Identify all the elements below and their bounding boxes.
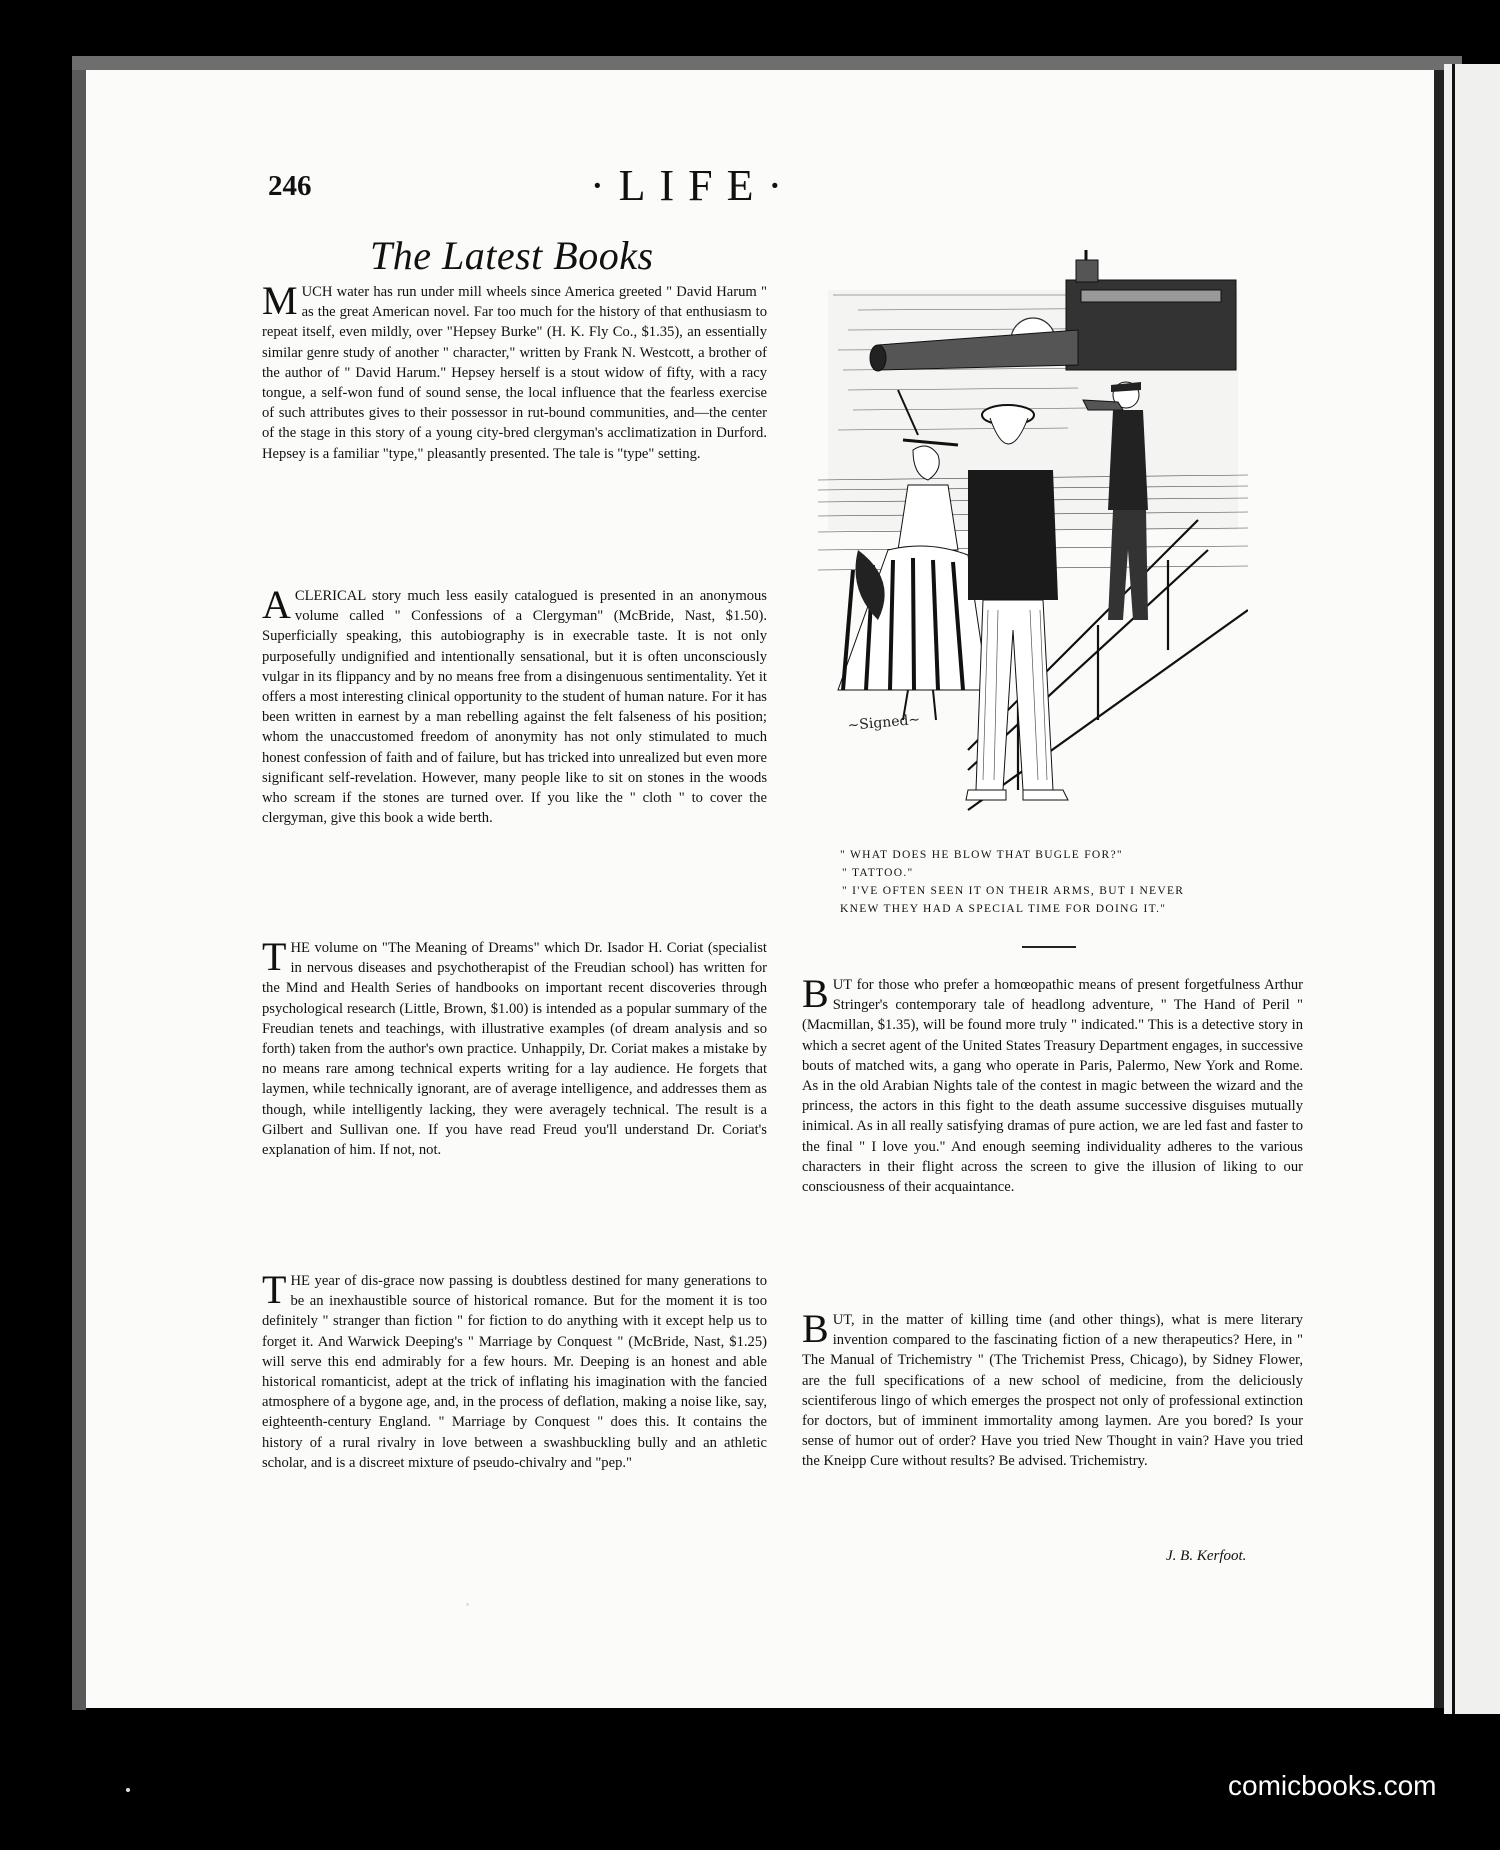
drop-cap: B xyxy=(802,1306,829,1351)
drop-cap: T xyxy=(262,1267,287,1312)
caption-line: " TATTOO." xyxy=(842,867,914,879)
article-paragraph xyxy=(262,582,767,828)
site-watermark: comicbooks.com xyxy=(1228,1770,1437,1801)
drop-cap: B xyxy=(802,971,829,1016)
caption-line: KNEW THEY HAD A SPECIAL TIME FOR DOING IT." xyxy=(840,903,1167,915)
paragraph-text: year of dis-grace now passing is doubtless destined for many generations to be an inexhaustible source of historical romance. But for the moment it is too definitely " stranger than fiction " for fiction to do anything with it except help us to forget it. And Warwick Deeping's " Marriage by Conquest " (McBride, Nast, $1.25) will serve this end admirably for a few hours. Mr. Deeping is an honest and able historical romanticist, adept at the trick of inflating his imagination with the fancied atmosphere of a bygone age, and, in the process of deflation, making a noise like, say, eighteenth-century England. " Marriage by Conquest " does this. It contains the history of a rural rivalry in love between a swashbuckling bully and an athletic scholar, and is a discreet mixture of pseudo-chivalry and "pep." xyxy=(262,1273,767,1471)
paragraph-text: for those who prefer a homœopathic means of present forgetfulness Arthur Stringer's contemporary tale of headlong adventure, " The Hand of Peril " (Macmillan, $1.35), will be found more truly " indicated." This is a detective story in which a secret agent of the United States Treasury Department engages, in successive bouts of matched wits, a gang who operate in Paris, Palermo, New York and Rome. As in the old Arabian Nights tale of the contest in magic between the wizard and the princess, the actors in this fight to the death assume successive disguises mutually inimical. As in all really satisfying dramas of pure action, we are led fast and faster to the final " I love you." And enough seeming individuality adheres to the various characters in their flight across the screen to give the illusion of liking to our consciousness of their acquaintance. xyxy=(802,977,1303,1196)
spine-line xyxy=(1452,64,1455,1714)
scan-speck xyxy=(466,1603,469,1606)
caption-line: " WHAT DOES HE BLOW THAT BUGLE FOR?" xyxy=(840,849,1123,861)
scan-board-left xyxy=(72,70,86,1710)
drop-cap: T xyxy=(262,934,287,979)
page-gutter xyxy=(1434,70,1444,1708)
drop-cap: A xyxy=(262,582,291,627)
article-paragraph xyxy=(262,934,767,1160)
illustration-caption xyxy=(840,846,1270,918)
lead-word: CLERICAL xyxy=(294,588,366,604)
lead-word: UT xyxy=(832,977,852,993)
paragraph-text: volume on "The Meaning of Dreams" which Dr. Isador H. Coriat (specialist in nervous diseases and psychotherapist of the Freudian school) has written for the Mind and Health Series of handbooks on important recent discoveries through psychological research (Little, Brown, $1.00) is intended as a popular summary of the Freudian tenets and teachings, with illustrative examples (of dream analysis and so forth) taken from the author's own practice. Unhappily, Dr. Coriat makes a mistake by no means rare among technical experts writing for a lay audience. He forgets that laymen, while technically ignorant, are of average intelligence, and addresses them as though, while intelligently lacking, they were averagely technical. The result is a Gilbert and Sullivan one. If you have read Freud you'll understand Dr. Coriat's explanation of him. If not, not. xyxy=(262,940,767,1159)
masthead: ·LIFE· xyxy=(590,161,797,210)
article-paragraph xyxy=(262,278,767,464)
lead-word: UCH xyxy=(301,284,333,300)
paragraph-text: water has run under mill wheels since America greeted " David Harum " as the great American novel. Far too much for the history of that enthusiasm to repeat itself, even mildly, over "Hepsey Burke" (H. K. Fly Co., $1.35), an essentially similar genre study of another " character," written by Frank N. Westcott, a brother of the author of " David Harum." Hepsey herself is a stout widow of fifty, with a racy tongue, a self-won fund of sound sense, the local influence that the fearless exercise of such attributes gives to their possessor in rut-bound communities, and—the center of the stage in this story of a young city-bred clergyman's acclimatization in Durford. Hepsey is a familiar "type," pleasantly presented. The tale is "type" setting. xyxy=(262,284,767,462)
paragraph-text: story much less easily catalogued is presented in an anonymous volume called " Confessions of a Clergyman" (McBride, Nast, $1.50). Superficially speaking, this autobiography is in execrable taste. It is not only purposefully undignified and intentionally sensational, but it is often unconsciously vulgar in its flippancy and by no means free from a disingenuous sentimentality. Yet it offers a most interesting clinical opportunity to the student of human nature. For it has been written in earnest by a man rebelling against the felt falseness of his position; whom the unaccustomed freedom of anonymity has not only stimulated to much honest confession of faith and of failure, but has tricked into unrealized but even more significant self-revelation. However, many people like to sit on stones in the woods who scream if the stones are turned over. If you like the " cloth " to cover the clergyman, give this book a wide berth. xyxy=(262,588,767,827)
lead-word: HE xyxy=(290,940,310,956)
article-paragraph xyxy=(802,971,1303,1197)
lead-word: HE xyxy=(290,1273,310,1289)
paragraph-text: in the matter of killing time (and other things), what is mere literary invention compared to the fascinating fiction of a new therapeutics? Here, in " The Manual of Trichemistry " (The Trichemist Press, Chicago), by Sidney Flower, are the full specifications of a new school of medicine, from the deliciously scientiferous lingo of which emerges the prospect not only of professional extinction for doctors, but of imminent immortality among laymen. Are you bored? Is your sense of humor out of order? Have you tried New Thought in vain? Have you tried the Kneipp Cure without results? Be advised. Trichemistry. xyxy=(802,1312,1303,1470)
article-title: The Latest Books xyxy=(370,233,654,278)
lead-word: UT, xyxy=(832,1312,855,1328)
cartoon-illustration xyxy=(818,250,1248,840)
svg-text:~Signed~: ~Signed~ xyxy=(846,711,921,734)
caption-line: " I'VE OFTEN SEEN IT ON THEIR ARMS, BUT I NEVER xyxy=(842,885,1185,897)
article-paragraph xyxy=(802,1306,1303,1472)
section-divider xyxy=(1022,946,1076,948)
article-paragraph xyxy=(262,1267,767,1473)
page-number: 246 xyxy=(268,170,312,202)
author-signature: J. B. Kerfoot. xyxy=(1166,1548,1247,1564)
scan-speck xyxy=(126,1788,130,1792)
drop-cap: M xyxy=(262,278,298,323)
